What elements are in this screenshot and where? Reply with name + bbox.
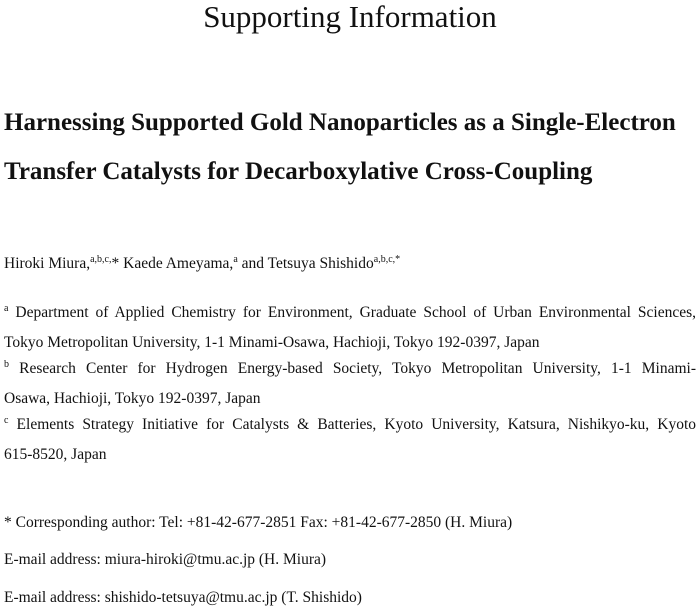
author-name: Kaede Ameyama, [123, 255, 234, 272]
affiliation-c [4, 411, 696, 469]
paper-title-line-2: Transfer Catalysts for Decarboxylative Cross-Coupling [4, 158, 593, 185]
affiliation-mark: b [4, 359, 9, 370]
paper-title-line-1: Harnessing Supported Gold Nanoparticles as a Single-Electron [4, 109, 676, 136]
affiliation-text: Elements Strategy Initiative for Catalysts & Batteries, Kyoto University, Katsura, Nishikyo-ku, Kyoto [16, 416, 697, 433]
affiliation-text: Research Center for Hydrogen Energy-based Society, Tokyo Metropolitan University, 1-1 Minami- [19, 360, 696, 377]
affiliation-mark: a [4, 303, 9, 314]
author-affiliation-mark: a,b,c, [90, 254, 112, 265]
author-affiliation-mark: a [233, 254, 238, 265]
author-name: Hiroki Miura, [4, 255, 91, 272]
corresponding-author: * Corresponding author: Tel: +81-42-677-2851 Fax: +81-42-677-2850 (H. Miura) [4, 514, 513, 531]
author-list [4, 254, 400, 276]
affiliation-text: Tokyo Metropolitan University, 1-1 Minami-Osawa, Hachioji, Tokyo 192-0397, Japan [4, 334, 540, 351]
page-header: Supporting Information [203, 0, 497, 34]
email-address-miura: E-mail address: miura-hiroki@tmu.ac.jp (H. Miura) [4, 551, 327, 568]
affiliation-text: Osawa, Hachioji, Tokyo 192-0397, Japan [4, 390, 261, 407]
author-name: and Tetsuya Shishido [241, 255, 374, 272]
affiliation-b [4, 355, 696, 413]
email-address-shishido: E-mail address: shishido-tetsuya@tmu.ac.jp (T. Shishido) [4, 589, 362, 606]
author-affiliation-mark: a,b,c,* [373, 254, 401, 265]
affiliation-a [4, 299, 696, 357]
affiliation-text: Department of Applied Chemistry for Environment, Graduate School of Urban Environmental Sciences, [15, 304, 696, 321]
affiliation-mark: c [4, 415, 9, 426]
author-suffix: * [111, 255, 124, 272]
affiliation-text: 615-8520, Japan [4, 446, 107, 463]
